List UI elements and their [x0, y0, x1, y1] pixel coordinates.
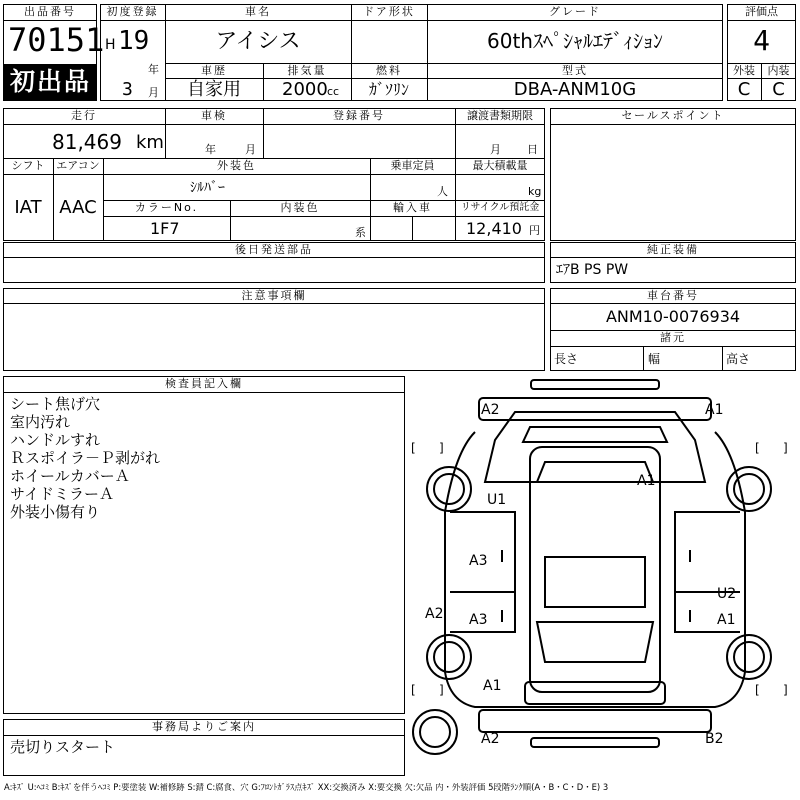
ac-label: エアコン	[56, 159, 100, 172]
mark-rear-left: A2	[481, 731, 500, 747]
capacity-label: 乗車定員	[390, 159, 435, 172]
chassis-number: ANM10-0076934	[605, 307, 741, 326]
remark-line: ホイールカバーＡ	[10, 467, 130, 485]
remark-line: 室内汚れ	[10, 413, 71, 431]
import-label: 輸入車	[393, 201, 432, 214]
displacement-label: 排気量	[287, 64, 327, 77]
svg-text:[: [	[411, 683, 416, 697]
office-note-line: 売切りスタート	[10, 738, 116, 756]
recycle-amount: 12,410	[466, 219, 522, 238]
mark-left-front-door: U1	[487, 492, 507, 508]
car-diagram	[405, 372, 800, 782]
reg-no-label: 登録番号	[333, 109, 385, 122]
length-label: 長さ	[554, 352, 579, 366]
displacement: 2000	[282, 79, 328, 100]
shift: IAT	[14, 197, 42, 218]
mileage-unit: km	[136, 132, 164, 153]
reg-label: 初度登録	[106, 5, 159, 18]
grade-label: グレード	[549, 5, 601, 18]
color-no: 1F7	[150, 219, 180, 238]
recycle-unit: 円	[529, 224, 540, 237]
mark-rear-right: B2	[705, 731, 724, 747]
score: 4	[753, 24, 770, 57]
svg-text:]: ]	[783, 441, 788, 455]
score-label: 評価点	[745, 5, 778, 18]
dims-label: 諸元	[660, 331, 686, 344]
load-unit: kg	[528, 185, 542, 198]
inspection-month-unit: 月	[245, 143, 256, 156]
reg-month: 3	[122, 79, 133, 100]
remark-line: サイドミラーＡ	[10, 485, 114, 503]
first-listing-text: 初出品	[10, 67, 92, 96]
reg-year: 19	[118, 26, 150, 56]
width-label: 幅	[648, 352, 661, 366]
mark-left-rear: A1	[483, 678, 502, 694]
mark-right-rear-door: U2	[717, 586, 737, 602]
history-label: 車歴	[201, 64, 227, 77]
int-color-label: 内装色	[280, 201, 320, 214]
grade: 60thｽﾍﾟｼｬﾙｴﾃﾞｨｼｮﾝ	[487, 29, 663, 53]
ext-color: ｼﾙﾊﾞｰ	[190, 180, 225, 196]
notes-label: 注意事項欄	[241, 289, 307, 302]
mark-roof: A1	[637, 473, 656, 489]
remark-line: 外装小傷有り	[10, 503, 101, 521]
color-no-label: カラーNo.	[134, 201, 199, 214]
era: H	[105, 37, 116, 53]
height-label: 高さ	[726, 352, 751, 366]
transfer-month-unit: 月	[490, 143, 501, 156]
mileage-label: 走行	[71, 109, 97, 122]
remark-line: ハンドルすれ	[10, 431, 101, 449]
lot-label: 出品番号	[24, 5, 76, 18]
exterior-label: 外装	[733, 64, 755, 77]
int-color-suffix: 系	[355, 226, 366, 239]
door-label: ドア形状	[363, 5, 415, 18]
mark-left-door-2: A3	[469, 612, 488, 628]
mileage: 81,469	[52, 130, 122, 154]
svg-text:]: ]	[439, 683, 444, 697]
mark-right-quarter: A1	[717, 612, 736, 628]
shift-label: シフト	[11, 159, 45, 172]
mark-left-door-1: A3	[469, 553, 488, 569]
month-unit: 月	[148, 86, 159, 99]
svg-text:]: ]	[783, 683, 788, 697]
svg-text:[: [	[755, 683, 760, 697]
car-name: アイシス	[215, 29, 301, 54]
exterior-grade: C	[737, 79, 751, 100]
lot-number: 70151	[8, 21, 105, 59]
fuel-label: 燃料	[376, 64, 402, 77]
chassis-label: 車台番号	[647, 289, 699, 302]
ext-color-label: 外装色	[217, 159, 256, 172]
transfer-day-unit: 日	[527, 143, 538, 156]
sales-point-label: セールスポイント	[621, 109, 725, 122]
mark-left-rear-quarter: A2	[425, 606, 444, 622]
mark-front-left: A2	[481, 402, 500, 418]
svg-text:[: [	[411, 441, 416, 455]
office-label: 事務局よりご案内	[152, 720, 256, 733]
model-label: 型式	[562, 64, 588, 77]
sales-point-box	[550, 108, 796, 241]
displacement-unit: cc	[327, 85, 340, 98]
inspection-year-unit: 年	[205, 143, 216, 156]
remark-line: Ｒスポイラ－Ｐ剥がれ	[10, 449, 161, 467]
later-parts-label: 後日発送部品	[235, 243, 313, 256]
capacity-unit: 人	[437, 185, 448, 198]
mark-front-right: A1	[705, 402, 724, 418]
interior-label: 内装	[767, 64, 790, 77]
genuine-label: 純正装備	[647, 243, 699, 256]
office-notes	[10, 738, 115, 756]
car-name-label: 車名	[245, 5, 271, 18]
ac: AAC	[59, 197, 97, 218]
legend: A:ｷｽﾞ U:ﾍｺﾐ B:ｷｽﾞを伴うﾍｺﾐ P:要塗装 W:補修跡 S:錆 C:腐食、穴 G:ﾌﾛﾝﾄｶﾞﾗｽ点ｷｽﾞ XX:交換済み X:要交換 欠:欠品 内・外装評価 5段階ﾗﾝｸ順(A・B・C・D・E) 3	[4, 783, 609, 792]
inspection-label: 車検	[201, 109, 227, 122]
history: 自家用	[187, 79, 241, 100]
model: DBA-ANM10G	[513, 79, 637, 100]
svg-text:[: [	[755, 441, 760, 455]
transfer-label: 譲渡書類期限	[467, 109, 533, 122]
recycle-label: リサイクル預託金	[460, 202, 540, 213]
interior-grade: C	[772, 79, 785, 100]
inspector-remarks	[10, 395, 160, 521]
svg-text:]: ]	[439, 441, 444, 455]
load-label: 最大積載量	[472, 159, 528, 172]
year-unit: 年	[148, 63, 159, 76]
remark-line: シート焦げ穴	[10, 395, 101, 413]
genuine-equipment: ｴｱB PS PW	[556, 262, 629, 278]
inspector-label: 検査員記入欄	[165, 377, 243, 390]
fuel: ｶﾞｿﾘﾝ	[368, 80, 409, 99]
